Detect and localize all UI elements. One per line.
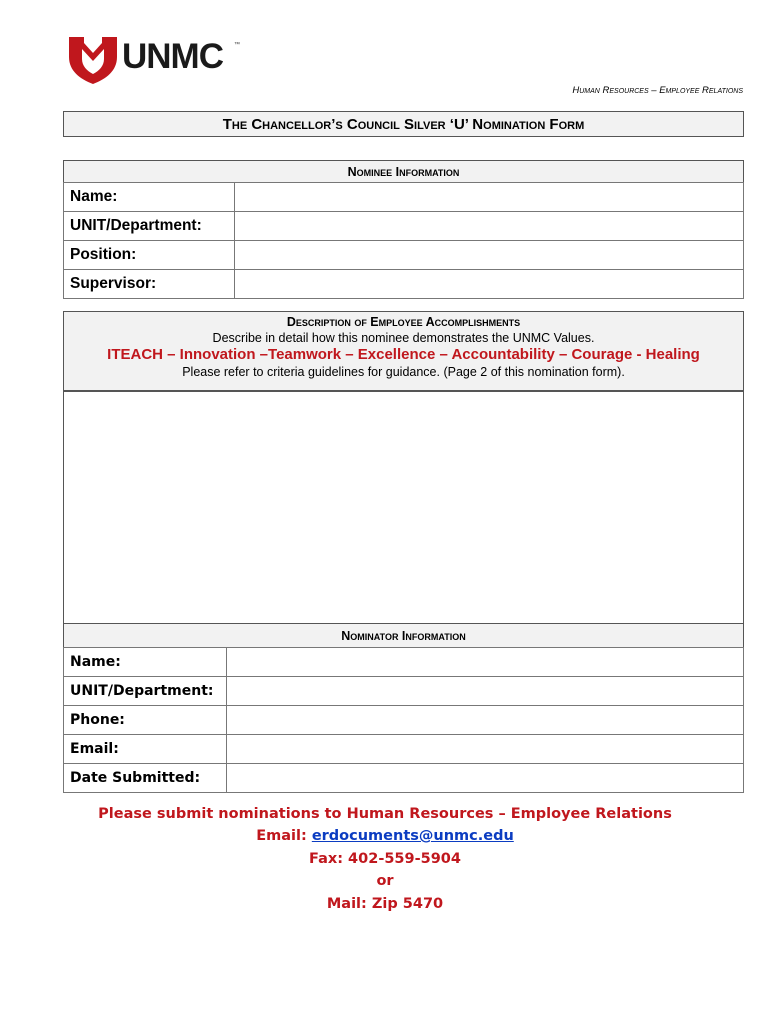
nominator-name-label: Name: [64,648,227,677]
nominator-phone-label: Phone: [64,706,227,735]
nominee-row-position [64,241,744,270]
nominator-row-date [64,764,744,793]
nominator-row-unit [64,677,744,706]
nominee-row-unit [64,212,744,241]
submit-email-link[interactable]: erdocuments@unmc.edu [311,828,514,844]
nominee-row-supervisor [64,270,744,299]
nominator-email-input[interactable] [227,735,744,764]
nominee-unit-input[interactable] [235,212,744,241]
description-section-header [63,311,744,391]
description-instruction: Describe in detail how this nominee demonstrates the UNMC Values. [212,331,595,345]
form-title: The Chancellor’s Council Silver ‘U’ Nomination Form [222,115,585,133]
logo-trademark: ™ [234,42,240,48]
unmc-logo [66,35,246,85]
submit-email-label: Email: [256,828,312,844]
nominee-heading: Nominee Information [347,164,460,179]
submit-email-line [0,828,770,844]
nominee-row-name [64,183,744,212]
nominator-row-email [64,735,744,764]
submit-fax: Fax: 402-559-5904 [309,851,461,867]
unmc-shield-icon [66,35,120,85]
nominator-unit-input[interactable] [227,677,744,706]
nominee-table [63,182,744,299]
department-label: Human Resources – Employee Relations [572,85,743,96]
nominee-unit-label: UNIT/Department: [64,212,235,241]
nominee-name-input[interactable] [235,183,744,212]
nominator-heading: Nominator Information [341,628,466,643]
nominee-supervisor-input[interactable] [235,270,744,299]
nominee-section-header [63,160,744,183]
submit-or: or [376,873,394,889]
unmc-values: ITEACH – Innovation –Teamwork – Excellence – Accountability – Courage - Healing [107,346,700,363]
nominator-unit-label: UNIT/Department: [64,677,227,706]
description-guidance: Please refer to criteria guidelines for guidance. (Page 2 of this nomination form). [182,365,625,379]
submit-instruction: Please submit nominations to Human Resources – Employee Relations [98,806,672,822]
accomplishments-textarea[interactable] [63,390,744,624]
nominator-phone-input[interactable] [227,706,744,735]
nominator-table [63,647,744,793]
submit-mail: Mail: Zip 5470 [326,896,444,912]
nominator-date-label: Date Submitted: [64,764,227,793]
nominator-row-phone [64,706,744,735]
logo-wordmark: UNMC [122,37,223,76]
nominee-position-label: Position: [64,241,235,270]
nominator-section-header [63,623,744,648]
description-heading: Description of Employee Accomplishments [286,315,521,329]
nominator-row-name [64,648,744,677]
nominator-name-input[interactable] [227,648,744,677]
form-title-box [63,111,744,137]
nominee-position-input[interactable] [235,241,744,270]
nominee-name-label: Name: [64,183,235,212]
nominee-supervisor-label: Supervisor: [64,270,235,299]
nominator-date-input[interactable] [227,764,744,793]
nominator-email-label: Email: [64,735,227,764]
